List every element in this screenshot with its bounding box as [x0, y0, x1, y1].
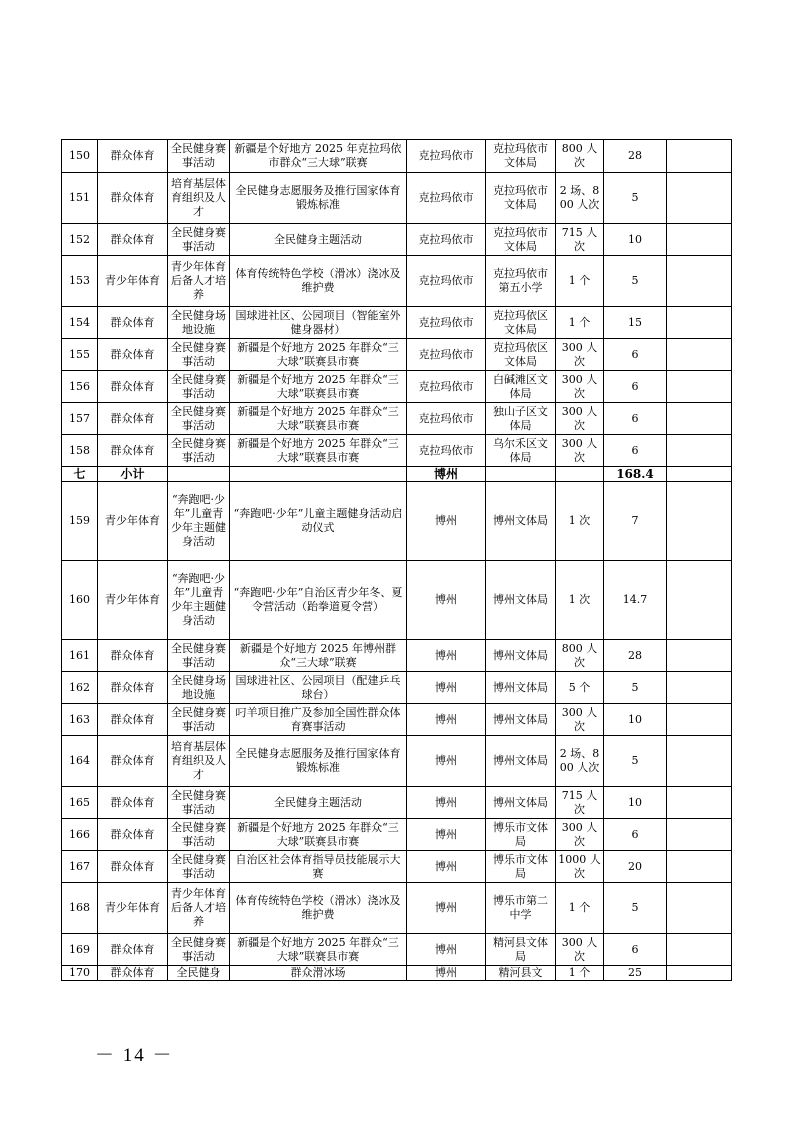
category-cell: 群众体育	[98, 819, 168, 851]
project-cell: 新疆是个好地方 2025 年群众“三大球”联赛县市赛	[230, 934, 407, 966]
subtotal-row	[62, 467, 732, 482]
row-number: 154	[62, 307, 98, 339]
unit-cell: 克拉玛依区文体局	[486, 307, 556, 339]
region-cell: 克拉玛依市	[407, 307, 486, 339]
amount-cell: 7	[604, 482, 667, 561]
row-number: 159	[62, 482, 98, 561]
table-row	[62, 672, 732, 704]
scale-cell: 800 人次	[556, 640, 604, 672]
amount-cell: 10	[604, 224, 667, 256]
amount-cell: 168.4	[604, 467, 667, 482]
unit-cell: 博乐市第二中学	[486, 883, 556, 934]
amount-cell: 15	[604, 307, 667, 339]
region-cell: 博州	[407, 482, 486, 561]
row-number: 166	[62, 819, 98, 851]
category-cell: 群众体育	[98, 224, 168, 256]
note-cell	[667, 307, 732, 339]
table-row	[62, 704, 732, 736]
row-number: 160	[62, 561, 98, 640]
region-cell: 博州	[407, 672, 486, 704]
region-cell: 博州	[407, 934, 486, 966]
scale-cell: 300 人次	[556, 339, 604, 371]
type-cell: 培育基层体育组织及人才	[168, 736, 230, 787]
region-cell: 博州	[407, 883, 486, 934]
amount-cell: 6	[604, 403, 667, 435]
scale-cell: 1 个	[556, 966, 604, 981]
scale-cell: 800 人次	[556, 140, 604, 173]
category-cell: 群众体育	[98, 173, 168, 224]
note-cell	[667, 482, 732, 561]
type-cell: “奔跑吧·少年”儿童青少年主题健身活动	[168, 482, 230, 561]
scale-cell: 1 个	[556, 256, 604, 307]
unit-cell: 精河县文	[486, 966, 556, 981]
scale-cell: 2 场、800 人次	[556, 173, 604, 224]
scale-cell: 5 个	[556, 672, 604, 704]
project-cell: 叼羊项目推广及参加全国性群众体育赛事活动	[230, 704, 407, 736]
project-cell	[230, 467, 407, 482]
scale-cell: 300 人次	[556, 819, 604, 851]
category-cell: 群众体育	[98, 787, 168, 819]
region-cell: 克拉玛依市	[407, 371, 486, 403]
project-cell: 新疆是个好地方 2025 年克拉玛依市群众“三大球”联赛	[230, 140, 407, 173]
amount-cell: 5	[604, 672, 667, 704]
region-cell: 博州	[407, 851, 486, 883]
note-cell	[667, 736, 732, 787]
scale-cell: 2 场、800 人次	[556, 736, 604, 787]
project-cell: 全民健身主题活动	[230, 224, 407, 256]
note-cell	[667, 140, 732, 173]
unit-cell: 乌尔禾区文体局	[486, 435, 556, 467]
region-cell: 博州	[407, 704, 486, 736]
project-cell: 国球进社区、公园项目（配建乒乓球台）	[230, 672, 407, 704]
scale-cell: 300 人次	[556, 435, 604, 467]
amount-cell: 6	[604, 339, 667, 371]
region-cell: 克拉玛依市	[407, 435, 486, 467]
amount-cell: 6	[604, 934, 667, 966]
region-cell: 克拉玛依市	[407, 173, 486, 224]
amount-cell: 28	[604, 140, 667, 173]
page-number: － 14 －	[95, 1045, 174, 1066]
table-row	[62, 403, 732, 435]
table-row	[62, 966, 732, 981]
type-cell: 全民健身场地设施	[168, 307, 230, 339]
note-cell	[667, 640, 732, 672]
table-row	[62, 736, 732, 787]
region-cell: 博州	[407, 819, 486, 851]
unit-cell: 博州文体局	[486, 672, 556, 704]
region-cell: 克拉玛依市	[407, 256, 486, 307]
unit-cell: 博州文体局	[486, 787, 556, 819]
category-cell: 群众体育	[98, 851, 168, 883]
type-cell: 青少年体育后备人才培养	[168, 883, 230, 934]
region-cell: 克拉玛依市	[407, 140, 486, 173]
category-cell: 青少年体育	[98, 482, 168, 561]
funding-table	[61, 139, 732, 981]
row-number: 155	[62, 339, 98, 371]
unit-cell: 克拉玛依市文体局	[486, 140, 556, 173]
category-cell: 群众体育	[98, 640, 168, 672]
row-number: 七	[62, 467, 98, 482]
table-row	[62, 224, 732, 256]
note-cell	[667, 339, 732, 371]
note-cell	[667, 819, 732, 851]
note-cell	[667, 467, 732, 482]
note-cell	[667, 561, 732, 640]
table-row	[62, 851, 732, 883]
amount-cell: 5	[604, 173, 667, 224]
row-number: 169	[62, 934, 98, 966]
row-number: 170	[62, 966, 98, 981]
table-row	[62, 819, 732, 851]
amount-cell: 10	[604, 704, 667, 736]
note-cell	[667, 851, 732, 883]
amount-cell: 6	[604, 435, 667, 467]
category-cell: 群众体育	[98, 934, 168, 966]
unit-cell: 博州文体局	[486, 561, 556, 640]
category-cell: 群众体育	[98, 435, 168, 467]
type-cell: 全民健身赛事活动	[168, 640, 230, 672]
note-cell	[667, 435, 732, 467]
project-cell: 体育传统特色学校（滑冰）浇冰及维护费	[230, 256, 407, 307]
category-cell: 群众体育	[98, 140, 168, 173]
note-cell	[667, 966, 732, 981]
unit-cell: 独山子区文体局	[486, 403, 556, 435]
scale-cell: 300 人次	[556, 371, 604, 403]
note-cell	[667, 173, 732, 224]
table-row	[62, 482, 732, 561]
region-cell: 博州	[407, 561, 486, 640]
note-cell	[667, 787, 732, 819]
unit-cell	[486, 467, 556, 482]
type-cell: 全民健身赛事活动	[168, 371, 230, 403]
project-cell: 群众滑冰场	[230, 966, 407, 981]
project-cell: 全民健身主题活动	[230, 787, 407, 819]
table-row	[62, 307, 732, 339]
note-cell	[667, 224, 732, 256]
scale-cell	[556, 467, 604, 482]
type-cell: 全民健身赛事活动	[168, 819, 230, 851]
category-cell: 群众体育	[98, 403, 168, 435]
table-row	[62, 640, 732, 672]
table-row	[62, 256, 732, 307]
table-row	[62, 787, 732, 819]
project-cell: 新疆是个好地方 2025 年群众“三大球”联赛县市赛	[230, 403, 407, 435]
note-cell	[667, 371, 732, 403]
unit-cell: 白碱滩区文体局	[486, 371, 556, 403]
row-number: 157	[62, 403, 98, 435]
project-cell: 新疆是个好地方 2025 年群众“三大球”联赛县市赛	[230, 339, 407, 371]
unit-cell: 精河县文体局	[486, 934, 556, 966]
project-cell: 自治区社会体育指导员技能展示大赛	[230, 851, 407, 883]
category-cell: 群众体育	[98, 672, 168, 704]
region-cell: 克拉玛依市	[407, 339, 486, 371]
type-cell: 全民健身赛事活动	[168, 787, 230, 819]
table-row	[62, 140, 732, 173]
project-cell: 新疆是个好地方 2025 年博州群众“三大球”联赛	[230, 640, 407, 672]
row-number: 165	[62, 787, 98, 819]
unit-cell: 博乐市文体局	[486, 819, 556, 851]
project-cell: “奔跑吧·少年”自治区青少年冬、夏令营活动（跆拳道夏令营）	[230, 561, 407, 640]
note-cell	[667, 256, 732, 307]
amount-cell: 25	[604, 966, 667, 981]
table-row	[62, 883, 732, 934]
note-cell	[667, 403, 732, 435]
type-cell: 全民健身赛事活动	[168, 224, 230, 256]
unit-cell: 博州文体局	[486, 640, 556, 672]
scale-cell: 1 次	[556, 482, 604, 561]
table-row	[62, 934, 732, 966]
row-number: 152	[62, 224, 98, 256]
row-number: 161	[62, 640, 98, 672]
region-cell: 博州	[407, 787, 486, 819]
type-cell: “奔跑吧·少年”儿童青少年主题健身活动	[168, 561, 230, 640]
row-number: 156	[62, 371, 98, 403]
amount-cell: 6	[604, 819, 667, 851]
amount-cell: 28	[604, 640, 667, 672]
type-cell: 青少年体育后备人才培养	[168, 256, 230, 307]
table-body	[62, 140, 732, 981]
note-cell	[667, 704, 732, 736]
type-cell: 全民健身赛事活动	[168, 140, 230, 173]
region-cell: 博州	[407, 966, 486, 981]
type-cell: 全民健身赛事活动	[168, 435, 230, 467]
amount-cell: 14.7	[604, 561, 667, 640]
amount-cell: 5	[604, 883, 667, 934]
category-cell: 群众体育	[98, 736, 168, 787]
unit-cell: 博乐市文体局	[486, 851, 556, 883]
amount-cell: 5	[604, 256, 667, 307]
row-number: 158	[62, 435, 98, 467]
type-cell: 全民健身赛事活动	[168, 851, 230, 883]
project-cell: 新疆是个好地方 2025 年群众“三大球”联赛县市赛	[230, 371, 407, 403]
project-cell: “奔跑吧·少年”儿童主题健身活动启动仪式	[230, 482, 407, 561]
row-number: 167	[62, 851, 98, 883]
scale-cell: 1 个	[556, 307, 604, 339]
type-cell: 全民健身赛事活动	[168, 339, 230, 371]
amount-cell: 6	[604, 371, 667, 403]
row-number: 163	[62, 704, 98, 736]
note-cell	[667, 934, 732, 966]
category-cell: 群众体育	[98, 704, 168, 736]
unit-cell: 博州文体局	[486, 736, 556, 787]
type-cell	[168, 467, 230, 482]
scale-cell: 1000 人次	[556, 851, 604, 883]
region-cell: 克拉玛依市	[407, 403, 486, 435]
unit-cell: 克拉玛依市文体局	[486, 173, 556, 224]
scale-cell: 715 人次	[556, 224, 604, 256]
note-cell	[667, 883, 732, 934]
type-cell: 培育基层体育组织及人才	[168, 173, 230, 224]
category-cell: 群众体育	[98, 339, 168, 371]
note-cell	[667, 672, 732, 704]
region-cell: 博州	[407, 467, 486, 482]
category-cell: 青少年体育	[98, 883, 168, 934]
project-cell: 新疆是个好地方 2025 年群众“三大球”联赛县市赛	[230, 819, 407, 851]
project-cell: 全民健身志愿服务及推行国家体育锻炼标准	[230, 173, 407, 224]
category-cell: 群众体育	[98, 307, 168, 339]
type-cell: 全民健身	[168, 966, 230, 981]
type-cell: 全民健身赛事活动	[168, 403, 230, 435]
unit-cell: 克拉玛依市第五小学	[486, 256, 556, 307]
table-row	[62, 561, 732, 640]
category-cell: 小计	[98, 467, 168, 482]
amount-cell: 5	[604, 736, 667, 787]
category-cell: 群众体育	[98, 966, 168, 981]
scale-cell: 300 人次	[556, 704, 604, 736]
type-cell: 全民健身赛事活动	[168, 704, 230, 736]
project-cell: 体育传统特色学校（滑冰）浇冰及维护费	[230, 883, 407, 934]
row-number: 168	[62, 883, 98, 934]
region-cell: 博州	[407, 640, 486, 672]
scale-cell: 1 次	[556, 561, 604, 640]
amount-cell: 10	[604, 787, 667, 819]
table-row	[62, 173, 732, 224]
scale-cell: 715 人次	[556, 787, 604, 819]
unit-cell: 博州文体局	[486, 482, 556, 561]
row-number: 150	[62, 140, 98, 173]
row-number: 162	[62, 672, 98, 704]
scale-cell: 300 人次	[556, 934, 604, 966]
project-cell: 新疆是个好地方 2025 年群众“三大球”联赛县市赛	[230, 435, 407, 467]
unit-cell: 博州文体局	[486, 704, 556, 736]
unit-cell: 克拉玛依区文体局	[486, 339, 556, 371]
table-row	[62, 339, 732, 371]
table-row	[62, 435, 732, 467]
category-cell: 群众体育	[98, 371, 168, 403]
region-cell: 克拉玛依市	[407, 224, 486, 256]
scale-cell: 300 人次	[556, 403, 604, 435]
category-cell: 青少年体育	[98, 256, 168, 307]
project-cell: 全民健身志愿服务及推行国家体育锻炼标准	[230, 736, 407, 787]
type-cell: 全民健身赛事活动	[168, 934, 230, 966]
row-number: 151	[62, 173, 98, 224]
type-cell: 全民健身场地设施	[168, 672, 230, 704]
row-number: 164	[62, 736, 98, 787]
amount-cell: 20	[604, 851, 667, 883]
project-cell: 国球进社区、公园项目（智能室外健身器材）	[230, 307, 407, 339]
table-row	[62, 371, 732, 403]
unit-cell: 克拉玛依市文体局	[486, 224, 556, 256]
category-cell: 青少年体育	[98, 561, 168, 640]
region-cell: 博州	[407, 736, 486, 787]
row-number: 153	[62, 256, 98, 307]
scale-cell: 1 个	[556, 883, 604, 934]
